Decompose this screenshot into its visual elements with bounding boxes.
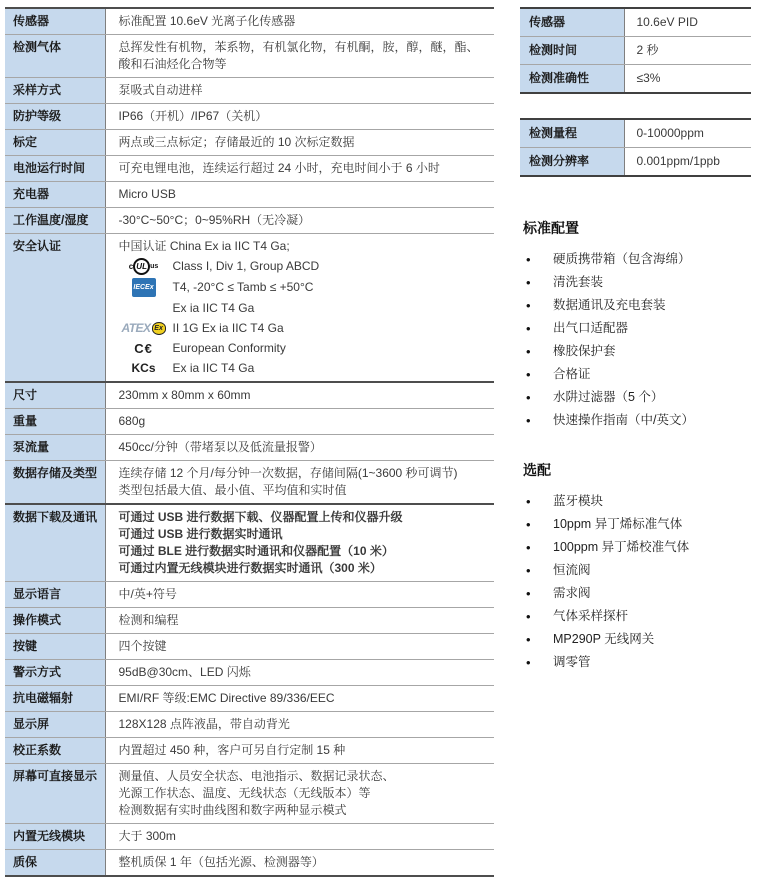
spec-label: 泵流量 [5, 435, 105, 461]
spec-label: 操作模式 [5, 608, 105, 634]
spec-label: 数据存储及类型 [5, 461, 105, 504]
spec-value: 95dB@30cm、LED 闪烁 [105, 660, 494, 686]
sensor-summary-table [520, 7, 751, 94]
spec-label: 检测准确性 [520, 65, 624, 94]
spec-value: 128X128 点阵液晶，带自动背光 [105, 712, 494, 738]
spec-label: 工作温度/湿度 [5, 208, 105, 234]
spec-value: 测量值、人员安全状态、电池指示、数据记录状态、 光源工作状态、温度、无线状态（无线版本）等 检测数据有实时曲线图和数字两种显示模式 [105, 764, 494, 824]
spec-label: 内置无线模块 [5, 824, 105, 850]
table-row [520, 8, 751, 37]
list-item: • MP290P 无线网关 [526, 632, 655, 647]
ce-mark-icon: C€ [134, 341, 153, 356]
table-row [5, 8, 494, 35]
side-panel [520, 7, 752, 877]
spec-label: 显示语言 [5, 582, 105, 608]
cert-list [119, 258, 489, 377]
table-row [5, 504, 494, 582]
list-item: • 气体采样探杆 [526, 609, 629, 624]
list-item: • 数据通讯及充电套装 [526, 298, 666, 313]
spec-value: 大于 300m [105, 824, 494, 850]
list-item: • 清洗套装 [526, 275, 604, 290]
table-row [520, 148, 751, 177]
list-item: • 恒流阀 [526, 563, 591, 578]
standard-config-list [525, 252, 752, 427]
bullet-icon: • [526, 321, 531, 336]
main-spec-table [5, 7, 494, 877]
spec-value: 680g [105, 409, 494, 435]
table-row [5, 608, 494, 634]
bullet-icon: • [526, 494, 531, 509]
spec-label: 充电器 [5, 182, 105, 208]
list-item: • 快速操作指南（中/英文） [526, 413, 694, 428]
spec-section-general [5, 7, 494, 381]
table-row [5, 435, 494, 461]
standard-config-title: 标准配置 [523, 220, 579, 236]
table-row [5, 35, 494, 78]
bullet-icon: • [526, 344, 531, 359]
table-row [520, 119, 751, 148]
spec-label: 屏幕可直接显示 [5, 764, 105, 824]
table-row [5, 156, 494, 182]
spec-label: 按键 [5, 634, 105, 660]
list-item: • 蓝牙模块 [526, 494, 604, 509]
table-row [5, 409, 494, 435]
spec-label: 显示屏 [5, 712, 105, 738]
spec-label: 警示方式 [5, 660, 105, 686]
table-row [5, 738, 494, 764]
table-row [5, 182, 494, 208]
spec-label: 检测气体 [5, 35, 105, 78]
bullet-icon: • [526, 252, 531, 267]
spec-label: 检测时间 [520, 37, 624, 65]
cert-iecex-text: Ex ia IIC T4 Ga [172, 301, 255, 315]
spec-section-physical [5, 381, 494, 503]
bullet-icon: • [526, 275, 531, 290]
spec-label: 采样方式 [5, 78, 105, 104]
spec-label: 质保 [5, 850, 105, 877]
spec-value: 两点或三点标定；存储最近的 10 次标定数据 [105, 130, 494, 156]
list-item: • 硬质携带箱（包含海绵） [526, 252, 691, 267]
spec-label: 传感器 [5, 8, 105, 35]
kcs-mark-icon: KCs [131, 361, 156, 375]
table-row [5, 461, 494, 504]
list-item: • 100ppm 异丁烯校准气体 [526, 540, 690, 555]
spec-value: -30°C~50°C；0~95%RH（无冷凝） [105, 208, 494, 234]
spec-value: 泵吸式自动进样 [105, 78, 494, 104]
spec-value: 可充电锂电池，连续运行超过 24 小时，充电时间小于 6 小时 [105, 156, 494, 182]
atex-ex-icon: Ex [152, 322, 166, 335]
spec-value: 0-10000ppm [624, 119, 751, 148]
spec-value: 450cc/分钟（带堵泵以及低流量报警） [105, 435, 494, 461]
iecex-certification-icon: IECEx [132, 278, 156, 297]
bullet-icon: • [526, 367, 531, 382]
table-row [5, 634, 494, 660]
spec-label: 防护等级 [5, 104, 105, 130]
spec-value: 连续存储 12 个月/每分钟一次数据，存储间隔(1~3600 秒可调节) 类型包括最大值、最小值、平均值和实时值 [118, 466, 458, 497]
spec-value: 标准配置 10.6eV 光离子化传感器 [105, 8, 494, 35]
spec-label: 尺寸 [5, 382, 105, 409]
table-row [520, 65, 751, 94]
spec-label: 重量 [5, 409, 105, 435]
table-row [5, 686, 494, 712]
table-row [520, 37, 751, 65]
certifications-cell [105, 234, 494, 382]
table-row [5, 712, 494, 738]
table-row [5, 104, 494, 130]
spec-value: Micro USB [105, 182, 494, 208]
spec-value: 四个按键 [105, 634, 494, 660]
spec-value: 内置超过 450 种，客户可另自行定制 15 种 [105, 738, 494, 764]
range-summary-table [520, 118, 751, 177]
cert-temp-text: T4, -20°C ≤ Tamb ≤ +50°C [172, 280, 314, 294]
list-item: • 合格证 [526, 367, 591, 382]
list-item: • 出气口适配器 [526, 321, 629, 336]
ul-certification-icon: c UL us [129, 258, 159, 275]
bullet-icon: • [526, 655, 531, 670]
spec-label: 检测量程 [520, 119, 624, 148]
bullet-icon: • [526, 517, 531, 532]
bullet-icon: • [526, 413, 531, 428]
optional-config-list [525, 494, 752, 669]
spec-value: ≤3% [636, 71, 661, 85]
table-row [5, 382, 494, 409]
table-row [5, 660, 494, 686]
spec-label: 标定 [5, 130, 105, 156]
bullet-icon: • [526, 563, 531, 578]
bullet-icon: • [526, 540, 531, 555]
spec-value: 2 秒 [624, 37, 751, 65]
bullet-icon: • [526, 632, 531, 647]
bullet-icon: • [526, 609, 531, 624]
spec-label: 数据下载及通讯 [5, 504, 105, 582]
list-item: • 橡胶保护套 [526, 344, 616, 359]
spec-label: 传感器 [520, 8, 624, 37]
cert-ce-text: European Conformity [172, 341, 286, 355]
bullet-icon: • [526, 298, 531, 313]
spec-value: 总挥发性有机物，苯系物，有机氯化物，有机酮，胺，醇，醚，酯、酸和石油烃化合物等 [105, 35, 494, 78]
spec-value: 10.6eV PID [624, 8, 751, 37]
list-item: • 需求阀 [526, 586, 591, 601]
table-row [5, 582, 494, 608]
list-item: • 调零管 [526, 655, 591, 670]
spec-value: EMI/RF 等级:EMC Directive 89/336/EEC [105, 686, 494, 712]
cert-atex-text: II 1G Ex ia IIC T4 Ga [172, 321, 284, 335]
spec-label: 抗电磁辐射 [5, 686, 105, 712]
table-row [5, 130, 494, 156]
list-item: • 水阱过滤器（5 个） [526, 390, 664, 405]
bullet-icon: • [526, 390, 531, 405]
table-row [5, 764, 494, 824]
table-row [5, 824, 494, 850]
spec-value: 0.001ppm/1ppb [636, 154, 720, 168]
spec-value: 中/英+符号 [105, 582, 494, 608]
spec-label: 安全认证 [5, 234, 105, 382]
spec-label: 检测分辨率 [520, 148, 624, 177]
spec-value: IP66（开机）/IP67（关机） [105, 104, 494, 130]
cert-china-line: 中国认证 China Ex ia IIC T4 Ga; [118, 239, 290, 253]
cert-kcs-text: Ex ia IIC T4 Ga [172, 361, 255, 375]
bullet-icon: • [526, 586, 531, 601]
list-item: • 10ppm 异丁烯标准气体 [526, 517, 683, 532]
spec-label: 校正系数 [5, 738, 105, 764]
atex-certification-icon: ATEX [121, 321, 151, 335]
optional-config-title: 选配 [523, 462, 551, 478]
table-row-certifications [5, 234, 494, 382]
spec-section-operation [5, 503, 494, 877]
table-row [5, 208, 494, 234]
spec-value: 230mm x 80mm x 60mm [105, 382, 494, 409]
spec-value: 检测和编程 [105, 608, 494, 634]
spec-label: 电池运行时间 [5, 156, 105, 182]
spec-value: 可通过 USB 进行数据下载、仪器配置上传和仪器升级 可通过 USB 进行数据实时通讯 可通过 BLE 进行数据实时通讯和仪器配置（10 米） 可通过内置无线模块进行数据实时通讯（300 米） [105, 504, 494, 582]
cert-ul-text: Class I, Div 1, Group ABCD [172, 259, 320, 273]
table-row [5, 78, 494, 104]
spec-value: 整机质保 1 年（包括光源、检测器等） [118, 855, 324, 869]
